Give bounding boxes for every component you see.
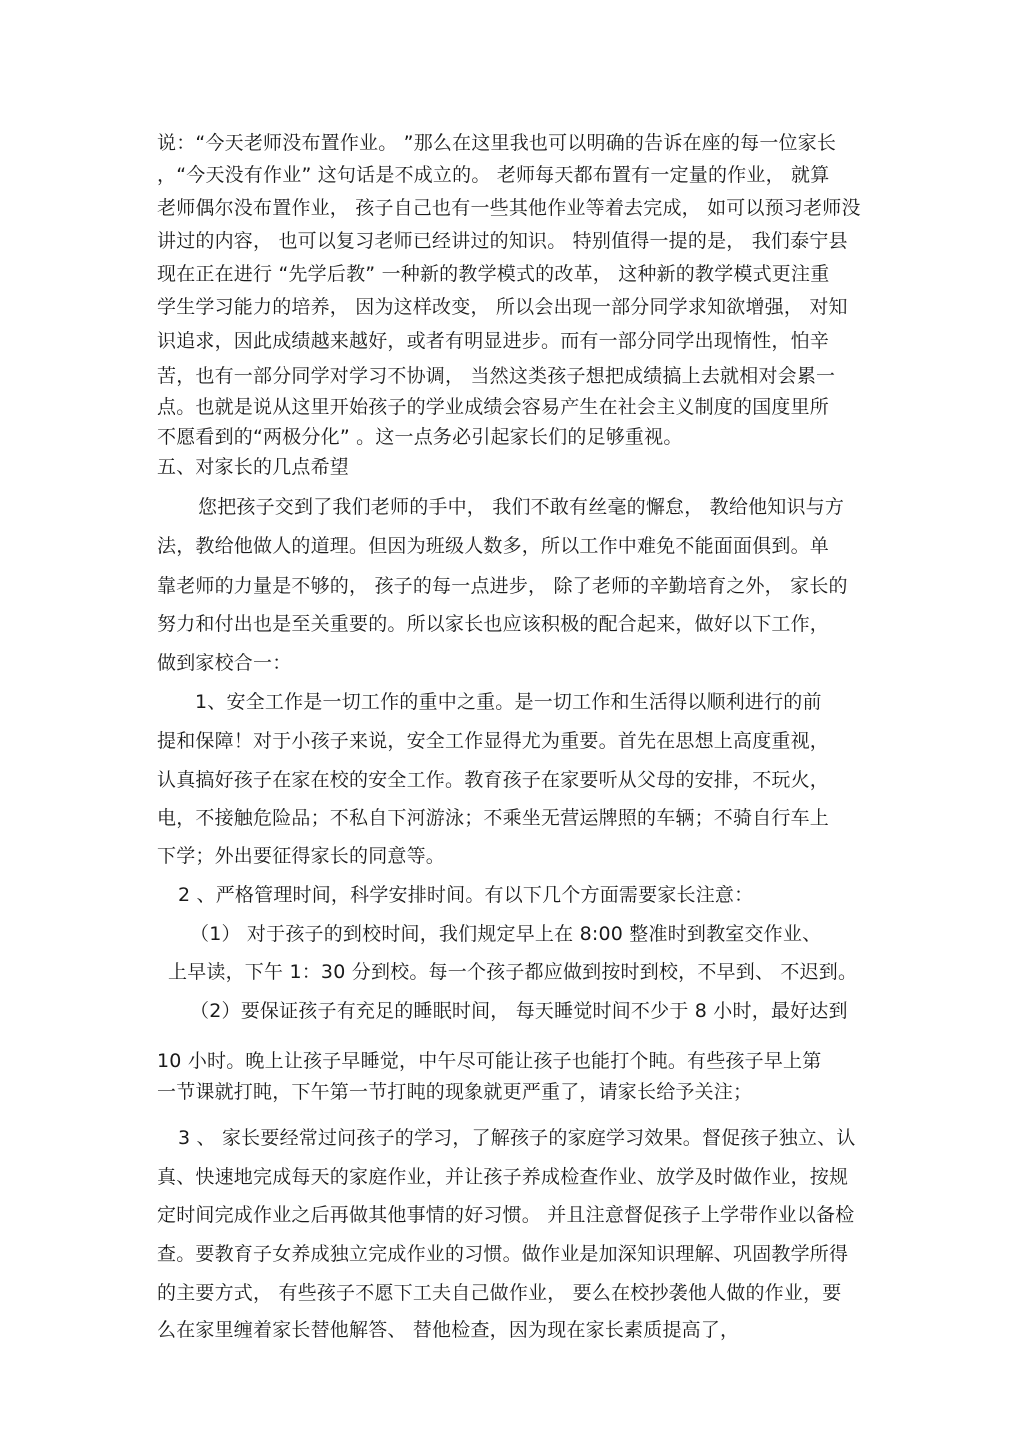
paragraph-line: 讲过的内容， 也可以复习老师已经讲过的知识。 特别值得一提的是， 我们泰宁县: [157, 230, 848, 252]
list-item-line: 一节课就打盹，下午第一节打盹的现象就更严重了，请家长给予关注；: [157, 1081, 753, 1103]
paragraph-line: 学生学习能力的培养， 因为这样改变， 所以会出现一部分同学求知欲增强， 对知: [157, 296, 848, 318]
list-item-line: 么在家里缠着家长替他解答、 替他检查，因为现在家长素质提高了，: [157, 1319, 740, 1341]
list-item-line: 查。要教育子女养成独立完成作业的习惯。做作业是加深知识理解、巩固教学所得: [157, 1243, 849, 1265]
section-heading: 五、对家长的几点希望: [157, 456, 350, 478]
paragraph-line: 说：“今天老师没布置作业。 ”那么在这里我也可以明确的告诉在座的每一位家长: [157, 132, 837, 154]
list-item-line: （2）要保证孩子有充足的睡眠时间， 每天睡觉时间不少于 8 小时，最好达到: [190, 1000, 848, 1022]
list-item-line: 10 小时。晚上让孩子早睡觉，中午尽可能让孩子也能打个盹。有些孩子早上第: [157, 1050, 822, 1072]
list-item-line: 认真搞好孩子在家在校的安全工作。教育孩子在家要听从父母的安排，不玩火，: [157, 769, 830, 791]
paragraph-line: ，“今天没有作业” 这句话是不成立的。 老师每天都布置有一定量的作业， 就算: [157, 164, 830, 186]
paragraph-line: 老师偶尔没布置作业， 孩子自己也有一些其他作业等着去完成， 如可以预习老师没: [157, 197, 861, 219]
list-item-line: 1、安全工作是一切工作的重中之重。是一切工作和生活得以顺利进行的前: [195, 691, 822, 713]
paragraph-line: 识追求，因此成绩越来越好，或者有明显进步。而有一部分同学出现惰性，怕辛: [157, 330, 830, 352]
list-item-line: 的主要方式， 有些孩子不愿下工夫自己做作业， 要么在校抄袭他人做的作业，要: [157, 1282, 842, 1304]
list-item-line: 提和保障！对于小孩子来说，安全工作显得尤为重要。首先在思想上高度重视，: [157, 730, 830, 752]
paragraph-line: 苦，也有一部分同学对学习不协调， 当然这类孩子想把成绩搞上去就相对会累一: [157, 365, 836, 387]
list-item-line: 3 、 家长要经常过问孩子的学习，了解孩子的家庭学习效果。督促孩子独立、认: [178, 1127, 856, 1149]
paragraph-line: 努力和付出也是至关重要的。所以家长也应该积极的配合起来，做好以下工作，: [157, 613, 830, 635]
paragraph-line: 法，教给他做人的道理。但因为班级人数多，所以工作中难免不能面面俱到。单: [157, 535, 830, 557]
paragraph-line: 靠老师的力量是不够的， 孩子的每一点进步， 除了老师的辛勤培育之外， 家长的: [157, 575, 848, 597]
list-item-line: 下学；外出要征得家长的同意等。: [157, 845, 446, 867]
list-item-line: 2 、严格管理时间，科学安排时间。有以下几个方面需要家长注意：: [178, 884, 754, 906]
list-item-line: （1） 对于孩子的到校时间，我们规定早上在 8:00 整准时到教室交作业、: [190, 923, 822, 945]
paragraph-line: 现在正在进行 “先学后教” 一种新的教学模式的改革， 这种新的教学模式更注重: [157, 263, 830, 285]
list-item-line: 真、快速地完成每天的家庭作业，并让孩子养成检查作业、放学及时做作业，按规: [157, 1166, 849, 1188]
paragraph-line: 您把孩子交到了我们老师的手中， 我们不敢有丝毫的懈怠， 教给他知识与方: [198, 496, 845, 518]
list-item-line: 上早读，下午 1：30 分到校。每一个孩子都应做到按时到校，不早到、 不迟到。: [168, 961, 858, 983]
list-item-line: 定时间完成作业之后再做其他事情的好习惯。 并且注意督促孩子上学带作业以备检: [157, 1204, 855, 1226]
list-item-line: 电，不接触危险品；不私自下河游泳；不乘坐无营运牌照的车辆；不骑自行车上: [157, 807, 830, 829]
paragraph-line: 做到家校合一：: [157, 652, 292, 674]
paragraph-line: 点。也就是说从这里开始孩子的学业成绩会容易产生在社会主义制度的国度里所: [157, 396, 830, 418]
paragraph-line: 不愿看到的“两极分化” 。这一点务必引起家长们的足够重视。: [157, 426, 683, 448]
